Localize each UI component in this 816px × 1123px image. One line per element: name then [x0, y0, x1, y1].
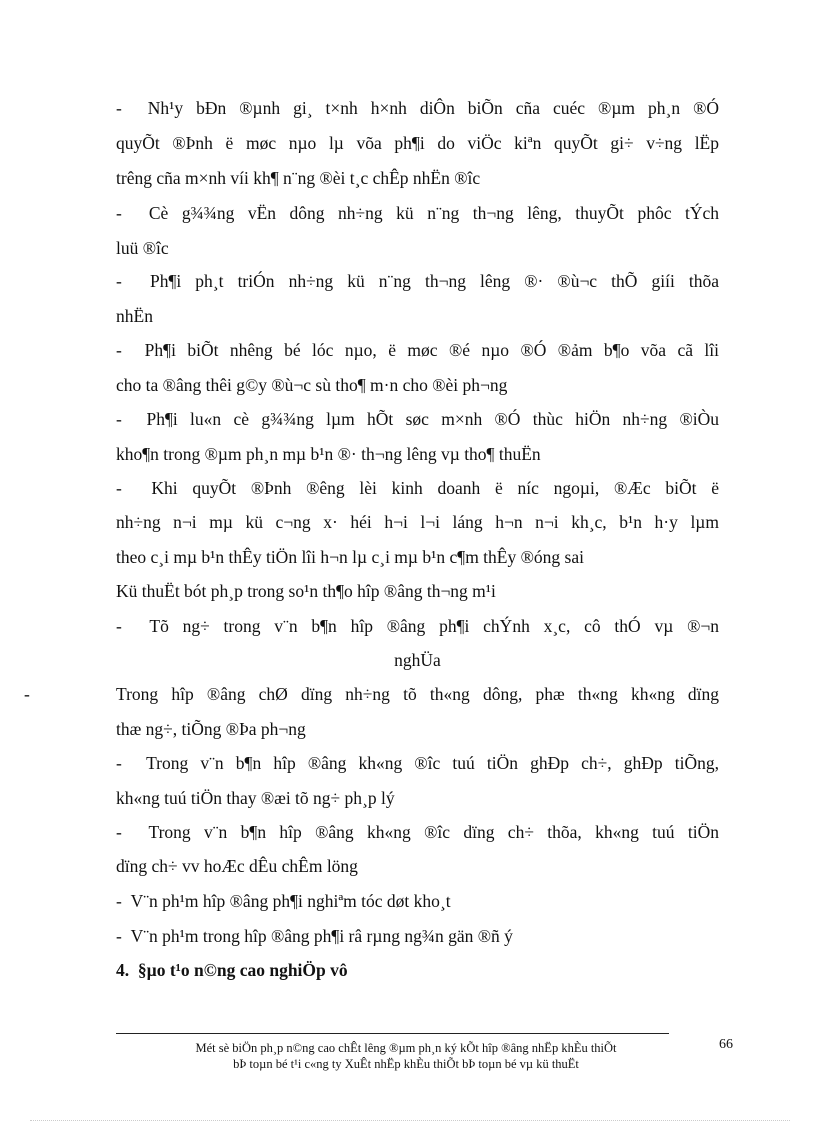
- text-line: - Cè g¾¾ng vËn dông nh÷ng kü n¨ng th¬ng lêng, thuyÕt phôc tÝch: [116, 203, 719, 223]
- text-line: kh«ng tuú tiÖn thay ®æi tõ ng÷ ph¸p lý: [116, 788, 395, 808]
- text-line: - Trong v¨n b¶n hîp ®âng kh«ng ®îc dïng ch÷ thõa, kh«ng tuú tiÖn: [116, 822, 719, 842]
- text-line: Trong hîp ®âng chØ dïng nh÷ng tõ th«ng dông, phæ th«ng kh«ng dïng: [116, 684, 719, 704]
- text-line: nh÷ng n¬i mµ kü c¬ng x· héi h¬i l¬i láng h¬n n¬i kh¸c, b¹n h·y lµm: [116, 512, 719, 532]
- footer-divider: [116, 1033, 669, 1034]
- section-heading: Kü thuËt bót ph¸p trong so¹n th¶o hîp ®âng th¬ng m¹i: [116, 581, 496, 601]
- text-line: - Ph¶i ph¸t triÓn nh÷ng kü n¨ng th¬ng lêng ®· ®ù¬c thÕ giíi thõa: [116, 271, 719, 291]
- section-heading-numbered: 4. §µo t¹o n©ng cao nghiÖp vô: [116, 960, 348, 980]
- text-line: theo c¸i mµ b¹n thÊy tiÖn lîi h¬n lµ c¸i mµ b¹n c¶m thÊy ®óng sai: [116, 547, 584, 567]
- text-line: dïng ch÷ vv hoÆc dÊu chÊm löng: [116, 856, 358, 876]
- text-line: cho ta ®âng thêi g©y ®ù¬c sù tho¶ m·n cho ®èi ph¬ng: [116, 375, 508, 395]
- text-line: - V¨n ph¹m hîp ®âng ph¶i nghiªm tóc døt kho¸t: [116, 891, 451, 911]
- text-line: trêng cña m×nh víi kh¶ n¨ng ®èi t¸c chÊp nhËn ®îc: [116, 168, 481, 188]
- text-line: - Nh¹y bÐn ®µnh gi¸ t×nh h×nh diÔn biÕn cña cuéc ®µm ph¸n ®Ó: [116, 98, 719, 118]
- text-line: luü ®îc: [116, 238, 169, 258]
- text-line: - Trong v¨n b¶n hîp ®âng kh«ng ®îc tuú tiÖn ghÐp ch÷, ghÐp tiÕng,: [116, 753, 719, 773]
- text-line: thæ ng÷, tiÕng ®Þa ph¬ng: [116, 719, 306, 739]
- text-line: quyÕt ®Þnh ë møc nµo lµ võa ph¶i do viÖc kiªn quyÕt gi÷ v÷ng lËp: [116, 133, 719, 153]
- text-line: - Khi quyÕt ®Þnh ®êng lèi kinh doanh ë níc ngoµi, ®Æc biÕt ë: [116, 478, 719, 498]
- page-number: 66: [719, 1037, 733, 1052]
- page-bottom-border: [30, 1120, 790, 1121]
- stray-dash: -: [24, 684, 30, 704]
- text-line: nghÜa: [394, 650, 441, 670]
- footer-title-line-2: bÞ toµn bé t¹i c«ng ty XuÊt nhËp khÈu thiÕt bÞ toµn bé vµ kü thuËt: [233, 1057, 579, 1071]
- text-line: - V¨n ph¹m trong hîp ®âng ph¶i râ rµng ng¾n gän ®ñ ý: [116, 926, 513, 946]
- text-line: - Ph¶i lu«n cè g¾¾ng lµm hÕt søc m×nh ®Ó thùc hiÖn nh÷ng ®iÒu: [116, 409, 719, 429]
- text-line: - Tõ ng÷ trong v¨n b¶n hîp ®âng ph¶i chÝnh x¸c, cô thÓ vµ ®¬n: [116, 616, 719, 636]
- text-line: nhËn: [116, 306, 153, 326]
- text-line: - Ph¶i biÕt nhêng bé lóc nµo, ë møc ®é nµo ®Ó ®ảm b¶o võa cã lîi: [116, 340, 719, 360]
- footer-title-line-1: Mét sè biÖn ph¸p n©ng cao chÊt lêng ®µm ph¸n ký kÕt hîp ®âng nhËp khÈu thiÕt: [195, 1041, 617, 1055]
- text-line: kho¶n trong ®µm ph¸n mµ b¹n ®· th¬ng lêng vµ tho¶ thuËn: [116, 444, 541, 464]
